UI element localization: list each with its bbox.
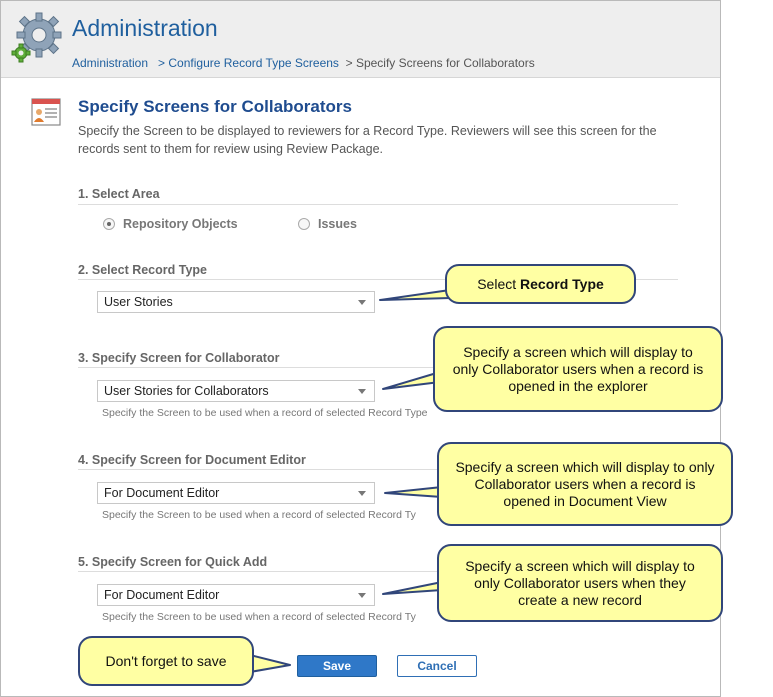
section-collaborator-label: 3. Specify Screen for Collaborator [78,351,280,365]
quick-add-screen-value: For Document Editor [104,588,220,602]
section-select-area-label: 1. Select Area [78,187,160,201]
section-quick-add-label: 5. Specify Screen for Quick Add [78,555,268,569]
radio-label: Repository Objects [123,217,238,231]
radio-label: Issues [318,217,357,231]
breadcrumb-administration[interactable]: Administration [72,56,149,70]
save-button[interactable]: Save [297,655,377,677]
breadcrumb-current: > Specify Screens for Collaborators [345,56,535,70]
callout-pointer [385,487,442,497]
callout-record-type-prefix: Select [477,275,521,292]
page-title: Specify Screens for Collaborators [78,97,352,116]
app-title: Administration [72,15,218,41]
callout-record-type-bold: Record Type [520,275,604,292]
cancel-button[interactable]: Cancel [397,655,477,677]
document-editor-screen-value: For Document Editor [104,486,220,500]
quick-add-screen-hint: Specify the Screen to be used when a record of selected Record Ty [102,611,416,623]
breadcrumb-configure-record-type-screens[interactable]: > Configure Record Type Screens [158,56,339,70]
callout-quick-add: Specify a screen which will display to only Collaborator users when they create a new record [437,544,723,622]
callout-pointer [250,655,290,672]
collaborator-screen-value: User Stories for Collaborators [104,384,269,398]
collaborator-screen-hint: Specify the Screen to be used when a record of selected Record Type [102,407,428,419]
callout-record-type [445,264,636,304]
document-editor-screen-hint: Specify the Screen to be used when a record of selected Record Ty [102,509,416,521]
callout-document-editor: Specify a screen which will display to only Collaborator users when a record is opened in Document View [437,442,733,526]
record-type-value: User Stories [104,295,173,309]
callout-save: Don't forget to save [78,636,254,686]
callout-collaborator: Specify a screen which will display to only Collaborator users when a record is opened in the explorer [433,326,723,412]
callout-pointer [380,290,450,300]
page-description: Specify the Screen to be displayed to reviewers for a Record Type. Reviewers will see this screen for the records sent to them for review using Review Package. [78,124,657,156]
callout-pointer [383,582,442,594]
section-document-editor-label: 4. Specify Screen for Document Editor [78,453,306,467]
section-record-type-label: 2. Select Record Type [78,263,207,277]
callout-pointer [383,372,440,389]
